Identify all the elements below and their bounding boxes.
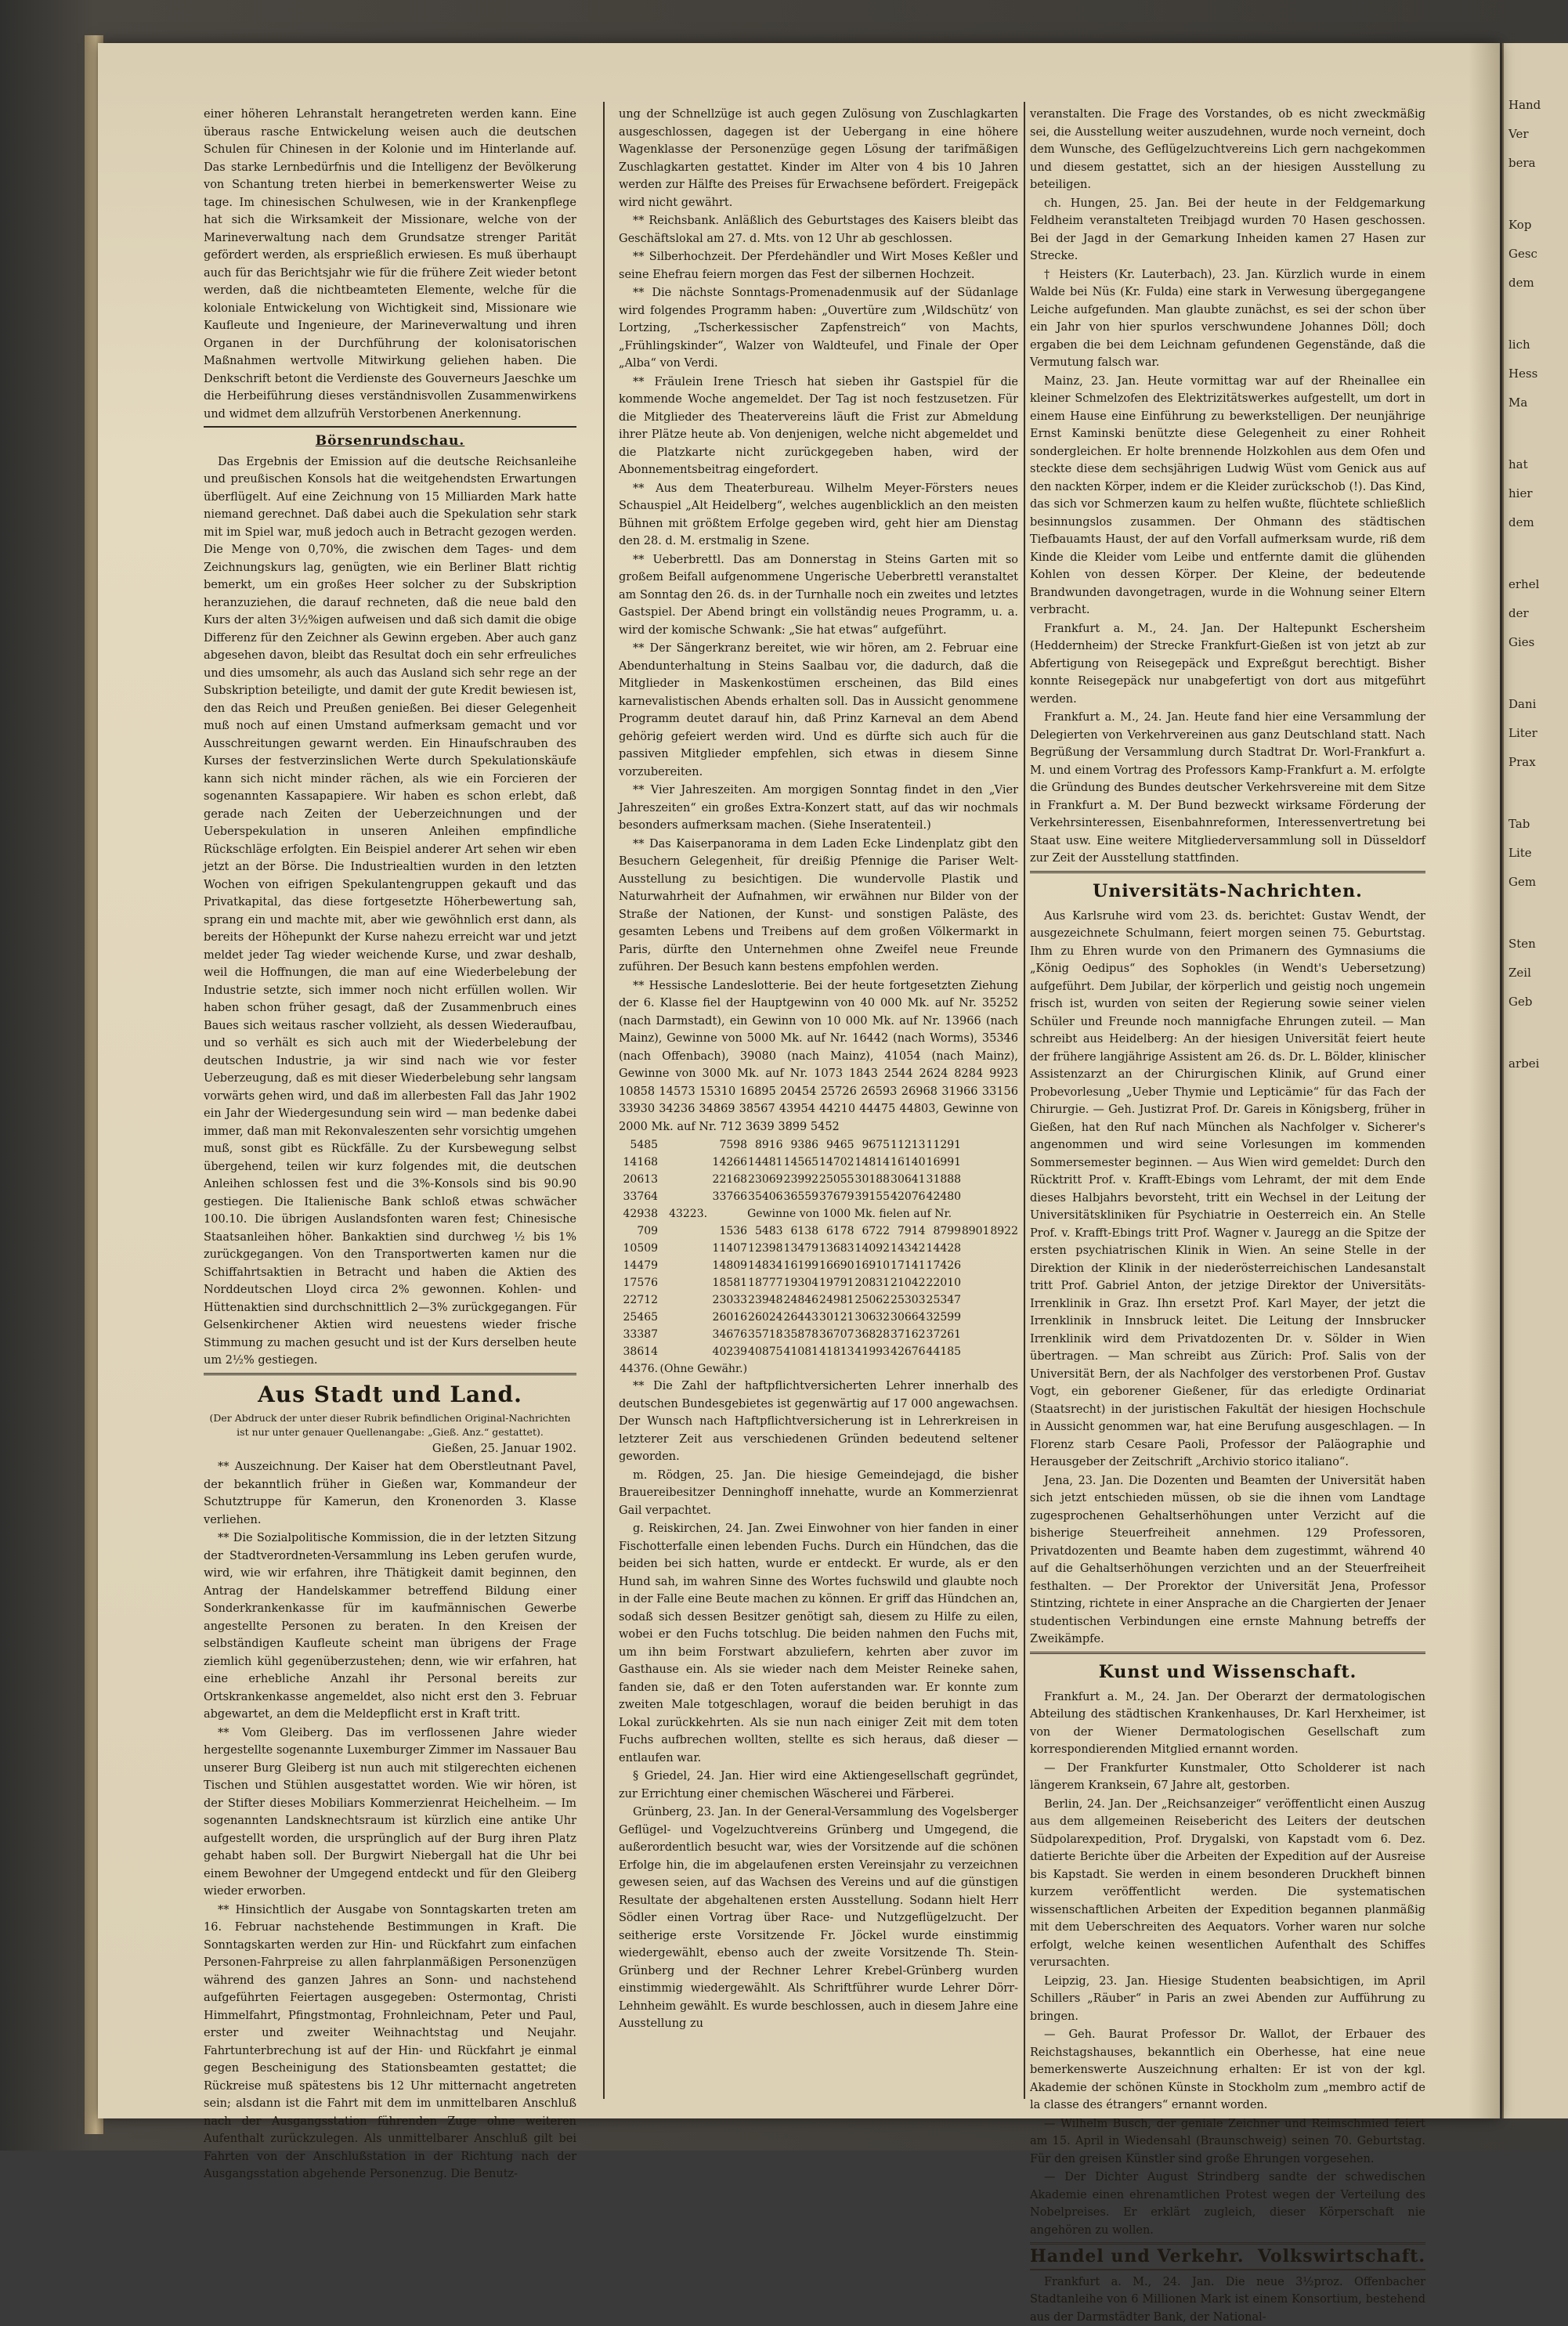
lottery-number: 44376.	[619, 1360, 658, 1378]
article-text: — Der Frankfurter Kunstmaler, Otto Scholderer ist nach längerem Kranksein, 67 Jahre alt, gestorben.	[1030, 1760, 1425, 1795]
lottery-number: 8799	[926, 1223, 962, 1240]
lottery-number: 42676	[890, 1343, 926, 1360]
facing-page-text: Geb	[1508, 995, 1568, 1009]
lottery-number: 39155	[854, 1188, 891, 1205]
article-text: ** Fräulein Irene Triesch hat sieben ihr Gastspiel für die kommende Woche angemeldet. Der Tag ist noch festzusetzen. Für die Mitglieder des Theatervereins läuft die Frist zur Abmeldung ihrer Plätze heute ab. Von denjenigen, welche nicht abgemeldet und die Platzkarte nicht zurückgegeben haben, wird der Abonnementsbeitrag eingefordert.	[619, 374, 1018, 479]
facing-page-text: lich	[1508, 338, 1568, 352]
facing-page-text: Kop	[1508, 218, 1568, 233]
lottery-number: 5483	[747, 1223, 783, 1240]
lottery-number: 32599	[926, 1309, 962, 1326]
column-rule	[1024, 102, 1025, 2099]
lottery-number: 31888	[926, 1171, 962, 1188]
article-text: Das Ergebnis der Emission auf die deutsche Reichsanleihe und preußischen Konsols hat die weitgehendsten Erwartungen überflügelt. Auf eine Zeichnung von 15 Milliarden Mark hatte niemand gerechnet. Daß dabei auch die Spekulation sehr stark mit im Spiel war, muß jedoch auch in Betracht gezogen werden. Die Menge von 0,70%, die zwischen dem Tages- und dem Zeichnungskurs lag, genügten, wie ein Berliner Blatt richtig bemerkt, um ein großes Heer solcher zu der Subskription heranzuziehen, die darauf rechneten, daß die neue bald den Kurs der alten 3½%igen aufweisen und daß sich damit die obige Differenz für den Zeichner als Gewinn ergeben. Aber auch ganz abgesehen davon, bleibt das Resultat doch ein sehr erfreuliches und dies umsomehr, als auch das Ausland sich sehr rege an der Subskription beteiligte, und damit der gute Kredit bewiesen ist, den das Reich und Preußen genießen. Bei dieser Gelegenheit muß noch auf einen Umstand aufmerksam gemacht und vor Ausschreitungen gewarnt werden. Ein Hinaufschrauben des Kurses der festverzinslichen Werte durch Spekulationskäufe kann sich nicht minder rächen, als wie ein Forcieren der sogenannten Kassapapiere. Wir haben es schon erlebt, daß gerade nach Zeiten der Ueberzeichnungen und der Ueberspekulation in unseren Anleihen empfindliche Rückschläge erfolgten. Ein Beispiel anderer Art sehen wir eben jetzt an der Börse. Die Industriealtien wurden in den letzten Wochen von eifrigen Spekulantengruppen gekauft und das Privatkapital, das diese fortgesetzte Höherbewertung sah, sprang ein und machte mit, aber wie gewöhnlich erst dann, als bereits der Höhepunkt der Kurse nahezu erreicht war und jetzt meldet jeder Tag wieder weichende Kurse, und zwar deshalb, weil die Hoffnungen, die man auf eine Wiederbelebung der Industrie setzte, sich immer noch nicht erfüllen wollen. Wir haben schon früher gesagt, daß der Zusammenbruch eines Baues sich weitaus rascher vollzieht, als dessen Wiederaufbau, und so verhält es sich auch mit der Wiederbelebung der deutschen Industrie, ja wir sind nach wie vor fester Ueberzeugung, daß es mit dieser Wiederbelebung sehr langsam vorwärts gehen wird, und daß im allerbesten Fall das Jahr 1902 ein Jahr der Wiedergesundung sein wird — man bedenke dabei immer, daß man mit Rekonvaleszenten sehr vorsichtig umgehen muß, sonst gibt es Rückfälle. Zu der Kursbewegung selbst übergehend, teilen wir kurz folgendes mit, die deutschen Anleihen schlossen fest und die 3%-Konsols sind bis 90.90 gestiegen. Die Italienische Bank schloß etwas schwächer 100.10. Die übrigen Auslandsfonten waren fest; Chinesische Staatsanleihen höher. Bankaktien sind durchweg ½ bis 1% zurückgegangen. Von den Transportwerten kamen nur die Schiffahrtsaktien in Betracht und haben die Aktien des Norddeutschen Lloyd circa 2% gewonnen. Kohlen- und Hüttenaktien sind durchschnittlich 2—3% zurückgegangen. Für Gelsenkirchener Aktien wird neuestens wieder frische Stimmung zu machen gesucht und ist der Kurs derselben heute um 2½% gestiegen.	[204, 453, 576, 1370]
lottery-number: 14342	[890, 1240, 926, 1257]
article-text: Aus Karlsruhe wird vom 23. ds. berichtet: Gustav Wendt, der ausgezeichnete Schulmann, feiert morgen seinen 75. Geburtstag. Ihm zu Ehren wurde von den Primanern des Gymnasiums die „König Oedipus“ des Sophokles (in Wendt's Uebersetzung) aufgeführt. Dem Jubilar, der körperlich und geistig noch ungemein frisch ist, wurden von seiten der Regierung sowie seiner vielen Schüler und Freunde noch mannigfache Ehrungen zuteil. — Man schreibt aus Heidelberg: An der hiesigen Universität feiert heute der frühere langjährige Assistent am 26. ds. Dr. L. Bölder, klinischer Assistenzarzt an der Chirurgischen Klinik, auf Grund einer Probevorlesung „Ueber Thymie und Lepticämie“ für das Fach der Chirurgie. — Geh. Justizrat Prof. Dr. Gareis in Königsberg, früher in Gießen, hat den Ruf nach München als Nachfolger v. Sicherer's angenommen und wird seine Vorlesungen im kommenden Sommersemester beginnen. — Aus Wien wird gemeldet: Durch den Rücktritt Prof. v. Krafft-Ebings vom Lehramt, der mit dem Ende dieses Halbjahrs bevorsteht, tritt ein Wechsel in der Leitung der Universitätskliniken für Psychiatrie in Oesterreich ein. An Stelle Prof. v. Krafft-Ebings tritt Prof. Wagner v. Jauregg an die Spitze der ersten psychiatrischen Klinik in Wien. An seine Stelle in der Direktion der Klinik in der niederösterreichischen Landesanstalt tritt Prof. Gabriel Anton, der jetzige Direktor der Universitäts-Irrenklinik in Graz. Ihn ersetzt Prof. Karl Mayer, der jetzt die Irrenklinik in Innsbruck leitet. Die Leitung der Innsbrucker Irrenklinik wird dem Privatdozenten Dr. v. Sölder in Wien übertragen. — Man schreibt aus Zürich: Prof. Salis von der Universität Bern, der als Nachfolger des verstorbenen Prof. Gustav Vogt, ein geborener Gießener, für das erledigte Ordinariat (Staatsrecht) in der juristischen Fakultät der hiesigen Hochschule in Aussicht genommen war, hat eine Berufung ausgeschlagen. — In Florenz starb Cesare Paoli, Professor der Paläographie und Herausgeber der Zeitschrift „Archivio storico italiano“.	[1030, 908, 1425, 1472]
lottery-number: 5485	[619, 1136, 658, 1154]
facing-page-text: Dani	[1508, 697, 1568, 712]
lottery-number: 33766	[658, 1188, 747, 1205]
lottery-number: 26016	[658, 1309, 747, 1326]
facing-page-text: Gies	[1508, 635, 1568, 650]
lottery-number: 20613	[619, 1171, 658, 1188]
dateline: Gießen, 25. Januar 1902.	[204, 1440, 576, 1458]
lottery-number: 20831	[854, 1274, 891, 1291]
lottery-number: 34676	[658, 1326, 747, 1343]
lottery-number: 14481	[747, 1154, 783, 1171]
lottery-row	[619, 1136, 1018, 1154]
lottery-number: 10509	[619, 1240, 658, 1257]
lottery-number: 43223.	[658, 1205, 747, 1223]
lottery-number: 35878	[783, 1326, 819, 1343]
lottery-row	[619, 1188, 1018, 1205]
lottery-number: 23948	[747, 1291, 783, 1309]
lottery-number: 8901	[961, 1223, 989, 1240]
lottery-number: 11213	[890, 1136, 926, 1154]
reprint-note: (Der Abdruck der unter dieser Rubrik befindlichen Original-Nachrichten ist nur unter genauer Quellenangabe: „Gieß. Anz.“ gestattet).	[204, 1411, 576, 1439]
lottery-row	[619, 1326, 1018, 1343]
lottery-number: 22010	[926, 1274, 962, 1291]
article-text: Frankfurt a. M., 24. Jan. Der Oberarzt der dermatologischen Abteilung des städtischen Krankenhauses, Dr. Karl Herxheimer, ist von der Wiener Dermatologischen Gesellschaft zum korrespondierenden Mitglied ernannt worden.	[1030, 1689, 1425, 1759]
lottery-number: 14092	[854, 1240, 891, 1257]
article-text: ** Reichsbank. Anläßlich des Geburtstages des Kaisers bleibt das Geschäftslokal am 27. d. Mts. von 12 Uhr ab geschlossen.	[619, 212, 1018, 247]
article-text: ** Hessische Landeslotterie. Bei der heute fortgesetzten Ziehung der 6. Klasse fiel der Hauptgewinn von 40 000 Mk. auf Nr. 35252 (nach Darmstadt), ein Gewinn von 10 000 Mk. auf Nr. 13966 (nach Mainz), Gewinne von 5000 Mk. auf Nr. 16442 (nach Worms), 35346 (nach Offenbach), 39080 (nach Mainz), 41054 (nach Mainz), Gewinne von 3000 Mk. auf Nr. 1073 1843 2544 2624 8284 9923 10858 14573 15310 16895 20454 25726 26593 26968 31966 33156 33930 34236 34869 38567 43954 44210 44475 44803, Gewinne von 2000 Mk. auf Nr. 712 3639 3899 5452	[619, 977, 1018, 1136]
facing-page-text: hier	[1508, 486, 1568, 501]
column-rule	[603, 102, 605, 2099]
facing-page-text: Tab	[1508, 817, 1568, 832]
lottery-number: 14479	[619, 1257, 658, 1274]
article-text: — Geh. Baurat Professor Dr. Wallot, der Erbauer des Reichstagshauses, bekanntlich ein Oberhesse, hat eine neue bemerkenswerte Auszeichnung erhalten: Er ist von der kgl. Akademie der schönen Künste in Stockholm zum „membro actif de la classe des étrangers“ ernannt worden.	[1030, 2026, 1425, 2115]
article-text: † Heisters (Kr. Lauterbach), 23. Jan. Kürzlich wurde in einem Walde bei Nüs (Kr. Fulda) eine stark in Verwesung übergegangene Leiche aufgefunden. Man glaubte zunächst, es sei der schon über ein Jahr von hier spurlos verschwundene Johannes Döll; doch ergaben die bei dem Leichnam gefundenen Gegenstände, daß die Vermutung falsch war.	[1030, 266, 1425, 372]
article-text: ung der Schnellzüge ist auch gegen Zulösung von Zuschlagkarten ausgeschlossen, dagegen ist der Uebergang in eine höhere Wagenklasse der Personenzüge gegen Lösung der tarifmäßigen Zuschlagkarten gestattet. Kinder im Alter von 4 bis 10 Jahren werden zur Hälfte des Preises für Erwachsene befördert. Freigepäck wird nicht gewährt.	[619, 106, 1018, 211]
lottery-number: 30188	[854, 1171, 891, 1188]
lottery-row	[619, 1223, 1018, 1240]
lottery-number: 8916	[747, 1136, 783, 1154]
article-text: Frankfurt a. M., 24. Jan. Heute fand hier eine Versammlung der Delegierten von Verkehrvereinen aus ganz Deutschland statt. Nach Begrüßung der Versammlung durch Stadtrat Dr. Worl-Frankfurt a. M. und einem Vortrag des Professors Kamp-Frankfurt a. M. erfolgte die Gründung des Bundes deutscher Verkehrsvereine mit dem Sitze in Frankfurt a. M. Der Bund bezweckt wirksame Förderung der Verkehrsinteressen, Eisenbahnreformen, Interessenvertretung bei Staat usw. Eine weitere Mitgliederversammlung soll in Düsseldorf zur Zeit der Ausstellung stattfinden.	[1030, 709, 1425, 868]
lottery-number: 17141	[890, 1257, 926, 1274]
lottery-number: 30664	[890, 1309, 926, 1326]
lottery-number: 37261	[926, 1326, 962, 1343]
facing-page-text: der	[1508, 606, 1568, 621]
lottery-number: 40239	[658, 1343, 747, 1360]
lottery-number: 17426	[926, 1257, 962, 1274]
facing-page-text: Liter	[1508, 726, 1568, 741]
lottery-number: 42480	[926, 1188, 962, 1205]
article-text: ** Vom Gleiberg. Das im verflossenen Jahre wieder hergestellte sogenannte Luxemburger Zimmer im Nassauer Bau unserer Burg Gleiberg ist nun auch mit stilgerechten eichenen Tischen und Stühlen ausgestattet worden. Wie wir hören, ist der Stifter dieses Mobiliars Kommerzienrat Heichelheim. — Im sogenannten Landsknechtsraum ist kürzlich eine antike Uhr aufgestellt worden, die ursprünglich auf der Burg ihren Platz gehabt haben soll. Der Burgwirt Niebergall hat die Uhr bei einem Bewohner der Umgegend entdeckt und für den Gleiberg wieder erworben.	[204, 1725, 576, 1901]
lottery-number: 14834	[747, 1257, 783, 1274]
facing-page-text: arbei	[1508, 1056, 1568, 1071]
lottery-number: 12398	[747, 1240, 783, 1257]
lottery-number: 23992	[783, 1171, 819, 1188]
section-heading-universitaet: Universitäts-Nachrichten.	[1030, 878, 1425, 905]
facing-page-fragment	[1502, 43, 1568, 2118]
article-text: — Wilhelm Busch, der geniale Zeichner und Reimschmied feiert am 15. April in Wiedensahl (Braunschweig) seinen 70. Geburtstag. Für den greisen Künstler sind große Ehrungen vorgesehen.	[1030, 2115, 1425, 2169]
lottery-row	[619, 1309, 1018, 1326]
lottery-number: 37162	[890, 1326, 926, 1343]
lottery-number: 7914	[890, 1223, 926, 1240]
lottery-number: 6722	[854, 1223, 891, 1240]
lottery-number: 23033	[658, 1291, 747, 1309]
lottery-number: 44185	[926, 1343, 962, 1360]
lottery-number: 22712	[619, 1291, 658, 1309]
article-text: veranstalten. Die Frage des Vorstandes, ob es nicht zweckmäßig sei, die Ausstellung weiter auszudehnen, wurde noch verneint, doch dem Wunsche, des Geflügelzuchtvereins Lich gern nachgekommen und diesem gestattet, sich an der hiesigen Ausstellung zu beteiligen.	[1030, 106, 1425, 194]
lottery-number: 7598	[658, 1136, 747, 1154]
lottery-row	[619, 1343, 1018, 1360]
facing-page-text: dem	[1508, 276, 1568, 291]
lottery-row	[619, 1154, 1018, 1171]
lottery-row	[619, 1274, 1018, 1291]
facing-page-text: Sten	[1508, 937, 1568, 952]
lottery-number: 1536	[658, 1223, 747, 1240]
lottery-number: 709	[619, 1223, 658, 1240]
article-text: ** Das Kaiserpanorama in dem Laden Ecke Lindenplatz gibt den Besuchern Gelegenheit, für dreißig Pfennige die Pariser Welt-Ausstellung zu besichtigen. Die wundervolle Plastik und Naturwahrheit der Aufnahmen, wir erwähnen nur Bilder von der Straße der Nationen, der Kunst- und sonstigen Paläste, des gesamten Lebens und Treibens auf dem großen Völkermarkt in Paris, dürfte den Unternehmen ohne Zweifel neue Freunde zuführen. Der Besuch kann bestens empfohlen werden.	[619, 836, 1018, 977]
lottery-number: 14565	[783, 1154, 819, 1171]
lottery-number: 9465	[818, 1136, 854, 1154]
lottery-number-table	[619, 1136, 1018, 1378]
lottery-row	[619, 1171, 1018, 1188]
facing-page-text: dem	[1508, 515, 1568, 530]
lottery-number: 16199	[783, 1257, 819, 1274]
section-heading-boerse: Börsenrundschau.	[204, 432, 576, 450]
section-divider	[204, 426, 576, 428]
lottery-number: 37679	[818, 1188, 854, 1205]
article-text: Frankfurt a. M., 24. Jan. Die neue 3½proz. Offenbacher Stadtanleihe von 6 Millionen Mark ist einem Konsortium, bestehend aus der Darmstädter Bank, der National-	[1030, 2274, 1425, 2326]
lottery-number: 41813	[818, 1343, 854, 1360]
lottery-number: 16140	[890, 1154, 926, 1171]
lottery-number: (Ohne Gewähr.)	[658, 1360, 747, 1378]
article-text: Mainz, 23. Jan. Heute vormittag war auf der Rheinallee ein kleiner Schmelzofen des Elektrizitätswerkes aufgestellt, um dort in einem Hause eine Einführung zu bewerkstelligen. Der neunjährige Ernst Kaminski benützte diese Gelegenheit zu einer Rohheit sondergleichen. Er holte brennende Holzkohlen aus dem Ofen und steckte diese dem sechsjährigen Ludwig Wüst vom Genick aus auf den nackten Körper, indem er die Kleider zurückschob (!). Das Kind, das sich vor Schmerzen kaum zu helfen wußte, flüchtete schließlich besinnungslos zusammen. Der Ohmann des städtischen Tiefbauamts Haust, der auf den Vorfall aufmerksam wurde, riß dem Kinde die Kleider vom Leibe und entfernte damit die glühenden Kohlen von dessen Körper. Der Kleine, der bedeutende Brandwunden davongetragen, wurde in die Wohnung seiner Eltern verbracht.	[1030, 373, 1425, 619]
section-heading-row	[1030, 2248, 1425, 2266]
lottery-number: 18581	[658, 1274, 747, 1291]
lottery-number: 18777	[747, 1274, 783, 1291]
lottery-number: 14428	[926, 1240, 962, 1257]
article-text: ** Die nächste Sonntags-Promenadenmusik auf der Südanlage wird folgendes Programm haben: „Ouvertüre zum ‚Wildschütz‘ von Lortzing, „Tscherkessischer Zapfenstreich“ von Machts, „Frühlingskinder“, Walzer von Waldteufel, und Finale der Oper „Alba“ von Verdi.	[619, 284, 1018, 373]
lottery-number: 19304	[783, 1274, 819, 1291]
lottery-label: Gewinne von 1000 Mk. fielen auf Nr.	[747, 1205, 961, 1223]
lottery-number: 25062	[854, 1291, 891, 1309]
facing-page-text: Ver	[1508, 127, 1568, 142]
article-text: ** Vier Jahreszeiten. Am morgigen Sonntag findet in den „Vier Jahreszeiten“ ein großes Extra-Konzert statt, auf das wir nochmals besonders aufmerksam machen. (Siehe Inseratenteil.)	[619, 782, 1018, 835]
lottery-number: 25347	[926, 1291, 962, 1309]
lottery-number: 6138	[783, 1223, 819, 1240]
lottery-number: 41993	[854, 1343, 891, 1360]
article-text: ** Silberhochzeit. Der Pferdehändler und Wirt Moses Keßler und seine Ehefrau feiern morgen das Fest der silbernen Hochzeit.	[619, 248, 1018, 284]
lottery-number: 21042	[890, 1274, 926, 1291]
lottery-number: 41081	[783, 1343, 819, 1360]
lottery-number: 9386	[783, 1136, 819, 1154]
lottery-number: 11291	[926, 1136, 962, 1154]
lottery-number: 9675	[854, 1136, 891, 1154]
lottery-number: 14809	[658, 1257, 747, 1274]
lottery-number: 30632	[854, 1309, 891, 1326]
facing-page-text: Prax	[1508, 755, 1568, 770]
lottery-number: 6178	[818, 1223, 854, 1240]
facing-page-text: Zeil	[1508, 966, 1568, 981]
article-text: Leipzig, 23. Jan. Hiesige Studenten beabsichtigen, im April Schillers „Räuber“ in Paris an zwei Abenden zur Aufführung zu bringen.	[1030, 1973, 1425, 2026]
section-heading-handel: Handel und Verkehr.	[1030, 2248, 1245, 2266]
column-2	[619, 106, 1018, 2099]
lottery-row	[619, 1257, 1018, 1274]
lottery-number: 14266	[658, 1154, 747, 1171]
section-heading-volkswirtschaft: Volkswirtschaft.	[1258, 2248, 1425, 2266]
lottery-number: 8922	[989, 1223, 1018, 1240]
lottery-row	[619, 1360, 1018, 1378]
lottery-row	[619, 1291, 1018, 1309]
lottery-number: 14814	[854, 1154, 891, 1171]
lottery-number: 35406	[747, 1188, 783, 1205]
section-divider	[204, 1373, 576, 1375]
facing-page-text: Hand	[1508, 98, 1568, 113]
page-fold-shadow	[1469, 43, 1500, 2118]
lottery-number: 24981	[818, 1291, 854, 1309]
article-text: Berlin, 24. Jan. Der „Reichsanzeiger“ veröffentlicht einen Auszug aus dem allgemeinen Reisebericht des Leiters der deutschen Südpolarexpedition, Prof. Drygalski, von Kapstadt vom 6. Dez. datierte Berichte über die Arbeiten der Expedition auf der Ausreise bis Kapstadt. Sie werden in einem besonderen Druckheft binnen kurzem veröffentlicht werden. Die systematischen wissenschaftlichen Arbeiten der Expedition begannen planmäßig mit dem Ueberschreiten des Aequators. Vorher waren nur solche erfolgt, welche keinen wesentlichen Aufenthalt des Schiffes verursachten.	[1030, 1796, 1425, 1972]
article-text: Frankfurt a. M., 24. Jan. Der Haltepunkt Eschersheim (Heddernheim) der Strecke Frankfurt-Gießen ist von jetzt ab zur Abfertigung von Reisegepäck und Expreßgut berechtigt. Bisher konnte Reisegepäck nur unabgefertigt von dort aus mitgeführt werden.	[1030, 620, 1425, 709]
lottery-number: 33764	[619, 1188, 658, 1205]
lottery-number: 11407	[658, 1240, 747, 1257]
section-divider	[1030, 871, 1425, 873]
article-text: ch. Hungen, 25. Jan. Bei der heute in der Feldgemarkung Feldheim veranstalteten Treibjagd wurden 70 Hasen geschossen. Bei der Jagd in der Gemarkung Inheiden kamen 27 Hasen zur Strecke.	[1030, 195, 1425, 265]
lottery-number: 22168	[658, 1171, 747, 1188]
lottery-number: 30641	[890, 1171, 926, 1188]
facing-page-text: Gesc	[1508, 247, 1568, 262]
lottery-number: 17576	[619, 1274, 658, 1291]
article-text: ** Der Sängerkranz bereitet, wie wir hören, am 2. Februar eine Abendunterhaltung in Steins Saalbau vor, die dadurch, daß die Mitglieder in Maskenkostümen erscheinen, das Bild eines karnevalistischen Abends erhalten soll. Das in Aussicht genommene Programm deutet darauf hin, daß Prinz Karneval an dem Abend gehörig gefeiert werden wird. Und es dürfte sich auch für die passiven Mitglieder empfehlen, sich etwas in diesem Sinne vorzubereiten.	[619, 640, 1018, 781]
section-divider	[1030, 2269, 1425, 2270]
lottery-number: 19791	[818, 1274, 854, 1291]
article-text: ** Ueberbrettl. Das am Donnerstag in Steins Garten mit so großem Beifall aufgenommene Ungerische Ueberbrettl veranstaltet am Sonntag den 26. ds. in der Turnhalle noch ein zweites und letztes Gastspiel. Der Abend bringt ein vollständig neues Programm, u. a. wird der komische Schwank: „Sie hat etwas“ aufgeführt.	[619, 551, 1018, 640]
article-text: — Der Dichter August Strindberg sandte der schwedischen Akademie einen ehrenamtlichen Protest wegen der Verteilung des Nobelpreises. Er erklärt zugleich, dieser Körperschaft nie angehören zu wollen.	[1030, 2169, 1425, 2239]
lottery-number: 36828	[854, 1326, 891, 1343]
lottery-number: 14702	[818, 1154, 854, 1171]
lottery-row	[619, 1205, 1018, 1223]
lottery-number: 26443	[783, 1309, 819, 1326]
lottery-number: 35718	[747, 1326, 783, 1343]
lottery-number: 36707	[818, 1326, 854, 1343]
lottery-number: 33387	[619, 1326, 658, 1343]
lottery-number: 30121	[818, 1309, 854, 1326]
lottery-number: 40875	[747, 1343, 783, 1360]
lottery-number: 23069	[747, 1171, 783, 1188]
facing-page-text: bera	[1508, 156, 1568, 171]
article-text: § Griedel, 24. Jan. Hier wird eine Aktiengesellschaft gegründet, zur Errichtung einer chemischen Wäscherei und Färberei.	[619, 1768, 1018, 1803]
lottery-number: 24846	[783, 1291, 819, 1309]
section-heading-stadt-land: Aus Stadt und Land.	[204, 1380, 576, 1410]
facing-page-text: erhel	[1508, 577, 1568, 592]
section-heading-kunst: Kunst und Wissenschaft.	[1030, 1659, 1425, 1685]
facing-page-text: hat	[1508, 457, 1568, 472]
column-3	[1030, 106, 1425, 2099]
article-text: m. Rödgen, 25. Jan. Die hiesige Gemeindejagd, die bisher Brauereibesitzer Denninghoff innehatte, wurde an Kommerzienrat Gail verpachtet.	[619, 1467, 1018, 1520]
lottery-number: 25055	[818, 1171, 854, 1188]
facing-page-text: Hess	[1508, 367, 1568, 381]
article-text: ** Die Zahl der haftpflichtversicherten Lehrer innerhalb des deutschen Bundesgebietes ist gegenwärtig auf 17 000 angewachsen. Der Wunsch nach Haftpflichtversicherung ist in Lehrerkreisen in letzterer Zeit aus verschiedenen Gründen bedeutend seltener geworden.	[619, 1378, 1018, 1466]
column-1	[204, 106, 576, 2099]
section-divider	[1030, 1652, 1425, 1654]
facing-page-text: Ma	[1508, 395, 1568, 410]
lottery-number: 26024	[747, 1309, 783, 1326]
article-text: einer höheren Lehranstalt herangetreten werden kann. Eine überaus rasche Entwickelung weisen auch die deutschen Schulen für Chinesen in der Kolonie und im Hinterlande auf. Das starke Lernbedürfnis und die Intelligenz der Bevölkerung von Schantung treten hierbei in bemerkenswerter Weise zu tage. Im chinesischen Schulwesen, wie in der Krankenpflege hat sich die Wirksamkeit der Missionare, welche von der Marineverwaltung nach dem Grundsatze strenger Parität gefördert werden, als ersprießlich erwiesen. Es muß überhaupt auch für das Berichtsjahr wie für die frühere Zeit wieder betont werden, daß die nichtbeamteten Elemente, welche für die koloniale Entwickelung von Wichtigkeit sind, Missionare wie Kaufleute und Ingenieure, der Marineverwaltung und ihren Organen in der Durchführung der kolonisatorischen Maßnahmen wertvolle Mitwirkung geliehen haben. Die Denkschrift betont die Verdienste des Gouverneurs Jaeschke um die Herbeiführung dieses verständnisvollen Zusammenwirkens und widmet dem allzufrüh Verstorbenen Anerkennung.	[204, 106, 576, 423]
facing-page-text: Gem	[1508, 875, 1568, 890]
article-text: ** Die Sozialpolitische Kommission, die in der letzten Sitzung der Stadtverordneten-Versammlung ins Leben gerufen wurde, wird, wie wir erfahren, ihre Thätigkeit damit beginnen, den Antrag der Handelskammer betreffend Bildung einer Sonderkrankenkasse für im kaufmännischen Gewerbe angestellte Personen zu beraten. In den Kreisen der selbständigen Kaufleute scheint man übrigens der Frage ziemlich kühl gegenüberzustehen; denn, wie wir erfahren, hat eine erhebliche Anzahl ihr Personal bereits zur Ortskrankenkasse angemeldet, also nicht erst den 3. Februar abgewartet, an dem die Meldepflicht erst in Kraft tritt.	[204, 1530, 576, 1724]
lottery-number: 16690	[818, 1257, 854, 1274]
lottery-number: 16991	[926, 1154, 962, 1171]
lottery-number: 38614	[619, 1343, 658, 1360]
lottery-number: 25303	[890, 1291, 926, 1309]
facing-page-text: Lite	[1508, 846, 1568, 861]
lottery-number: 42076	[890, 1188, 926, 1205]
article-text: ** Auszeichnung. Der Kaiser hat dem Oberstleutnant Pavel, der bekanntlich früher in Gießen war, Kommandeur der Schutztruppe für Kamerun, den Kronenorden 3. Klasse verliehen.	[204, 1458, 576, 1529]
article-text: g. Reiskirchen, 24. Jan. Zwei Einwohner von hier fanden in einer Fischotterfalle einen lebenden Fuchs. Durch ein Hündchen, das die beiden bei sich hatten, wurde er entdeckt. Er wurde, als er den Hund sah, im wahren Sinne des Wortes fuchswild und glaubte noch in der Falle eine Beute machen zu können. Er griff das Hündchen an, sodaß sich dessen Besitzer genötigt sah, diesem zu Hilfe zu eilen, wobei er den Fuchs totschlug. Die beiden nahmen den Fuchs mit, um ihn beim Forstwart abzuliefern, kehrten aber zuvor im Gasthause ein. Als sie wieder nach dem Meister Reineke sahen, fanden sie, daß er den Toten auferstanden war. Er konnte zum zweiten Male totgeschlagen, worauf die beiden beruhigt in das Lokal zurückkehrten. Als sie nun nach einiger Zeit mit dem toten Fuchs aufbrechen wollten, stellte es sich heraus, daß dieser — entlaufen war.	[619, 1520, 1018, 1767]
section-divider	[1030, 2242, 1425, 2245]
lottery-row	[619, 1240, 1018, 1257]
lottery-number: 14168	[619, 1154, 658, 1171]
lottery-number: 25465	[619, 1309, 658, 1326]
article-text: Jena, 23. Jan. Die Dozenten und Beamten der Universität haben sich jetzt entschieden müssen, ob sie die ihnen vom Landtage zugesprochenen Gehaltserhöhungen unter Verzicht auf die bisherige Steuerfreiheit annehmen. 129 Professoren, Privatdozenten und Beamte haben dem zugestimmt, während 40 auf die Gehaltserhöhungen verzichten und an der Steuerfreiheit festhalten. — Der Prorektor der Universität Jena, Professor Stintzing, richtete in einer Ansprache an die Chargierten der Jenaer studentischen Verbindungen eine ernste Mahnung betreffs der Zweikämpfe.	[1030, 1472, 1425, 1649]
lottery-number: 16910	[854, 1257, 891, 1274]
lottery-number: 13683	[818, 1240, 854, 1257]
lottery-number: 13479	[783, 1240, 819, 1257]
article-text: ** Aus dem Theaterbureau. Wilhelm Meyer-Försters neues Schauspiel „Alt Heidelberg“, welches augenblicklich an den meisten Bühnen mit größtem Erfolge gegeben wird, geht hier am Dienstag den 28. d. M. erstmalig in Szene.	[619, 480, 1018, 551]
article-text: Grünberg, 23. Jan. In der General-Versammlung des Vogelsberger Geflügel- und Vogelzuchtvereins Grünberg und Umgegend, die außerordentlich besucht war, wies der Vorsitzende auf die schönen Erfolge hin, die im abgelaufenen ersten Vereinsjahr zu verzeichnen gewesen seien, auf das Wachsen des Vereins und auf die günstigen Resultate der abgehaltenen ersten Ausstellung. Sodann hielt Herr Södler einen Vortrag über Race- und Nutzgeflügelzucht. Der seitherige erste Vorsitzende Fr. Jöckel wurde einstimmig wiedergewählt, ebenso auch der zweite Vorsitzende Th. Stein-Grünberg und der Rechner Lehrer Krebel-Grünberg wurden einstimmig wiedergewählt. Als Schriftführer wurde Lehrer Dörr-Lehnheim gewählt. Es wurde beschlossen, auch in diesem Jahre eine Ausstellung zu	[619, 1804, 1018, 2033]
lottery-number: 36559	[783, 1188, 819, 1205]
article-text: ** Hinsichtlich der Ausgabe von Sonntagskarten treten am 16. Februar nachstehende Bestimmungen in Kraft. Die Sonntagskarten werden zur Hin- und Rückfahrt zum einfachen Personen-Fahrpreise zu allen fahrplanmäßigen Personenzügen während des ganzen Jahres an Sonn- und nachstehend aufgeführten Feiertagen ausgegeben: Ostermontag, Christi Himmelfahrt, Pfingstmontag, Frohnleichnam, Peter und Paul, erster und zweiter Weihnachtstag und Neujahr. Fahrtunterbrechung ist auf der Hin- und Rückfahrt je einmal gegen Bescheinigung des Stationsbeamten gestattet; die Rückreise muß spätestens bis 12 Uhr mitternacht angetreten sein; alsdann ist die Fahrt mit dem im unmittelbaren Anschluß nach der Ausgangsstation führenden Zuge ohne weiteren Aufenthalt zurückzulegen. Als unmittelbarer Anschluß gilt bei Fahrten von der Anschlußstation in der Richtung nach der Ausgangsstation abgehende Personenzug. Die Benutz-	[204, 1902, 576, 2183]
lottery-number: 42938	[619, 1205, 658, 1223]
